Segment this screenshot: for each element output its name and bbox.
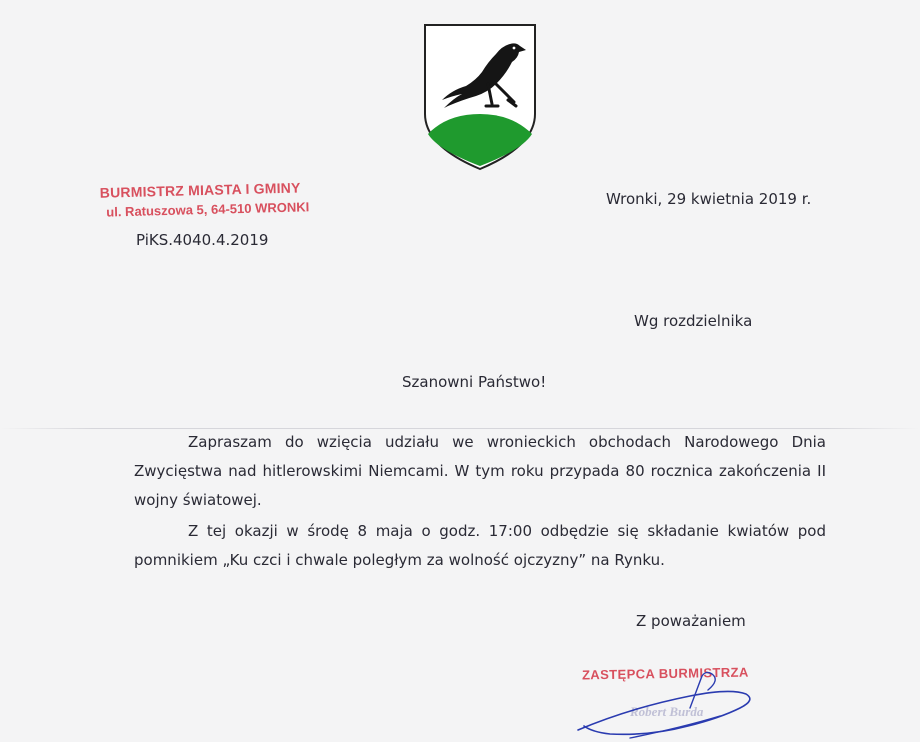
mayor-office-stamp — [100, 179, 310, 219]
closing: Z poważaniem — [636, 612, 746, 630]
deputy-mayor-stamp: ZASTĘPCA BURMISTRZA — [581, 664, 749, 683]
reference-number: PiKS.4040.4.2019 — [136, 231, 269, 249]
body-paragraph-1: Zapraszam do wzięcia udziału we wronieckich obchodach Narodowego Dnia Zwycięstwa nad hitlerowskimi Niemcami. W tym roku przypada 80 rocznica zakończenia II wojny światowej. — [134, 433, 826, 509]
coat-of-arms-raven-icon — [422, 22, 538, 172]
recipient: Wg rozdzielnika — [634, 312, 753, 330]
signatory-name: Robert Burda — [630, 704, 704, 719]
letter-body — [134, 428, 826, 575]
letter-date: Wronki, 29 kwietnia 2019 r. — [606, 190, 812, 208]
stamp-line-title: BURMISTRZ MIASTA I GMINY — [99, 179, 301, 201]
salutation: Szanowni Państwo! — [402, 373, 547, 391]
handwritten-signature — [570, 668, 790, 742]
stamp-line-address: ul. Ratuszowa 5, 64-510 WRONKI — [106, 199, 310, 220]
body-paragraph-2: Z tej okazji w środę 8 maja o godz. 17:00 odbędzie się składanie kwiatów pod pomnikiem „Ku czci i chwale poległym za wolność ojczyzny” na Rynku. — [134, 522, 826, 569]
